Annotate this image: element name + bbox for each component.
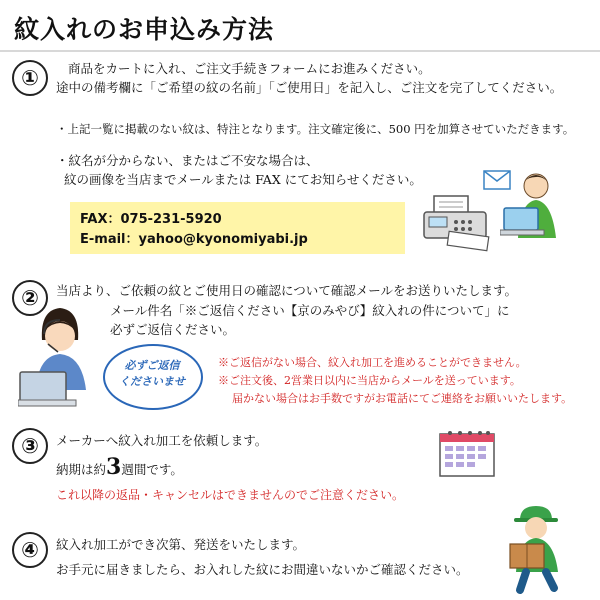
fax-machine-icon [420, 190, 502, 252]
title-divider [0, 50, 600, 52]
step-2-line-1: 当店より、ご依頼の紋とご使用日の確認について確認メールをお送りいたします。 [56, 283, 518, 298]
lead-time-prefix: 納期は約 [56, 462, 107, 477]
step-1-note-1: ・上記一覧に掲載のない紋は、特注となります。注文確定後に、500 円を加算させていただきます。 [56, 122, 575, 136]
calendar-icon [438, 428, 498, 480]
step-1-note-2a: ・紋名が分からない、またはご不安な場合は、 [56, 153, 319, 168]
lead-time-number: 3 [106, 454, 122, 480]
step-3-line-2 [56, 454, 183, 480]
step-4-number: ④ [12, 532, 48, 568]
step-1-number: ① [12, 60, 48, 96]
step-2-warning-3: 届かない場合はお手数ですがお電話にてご連絡をお願いいたします。 [232, 392, 573, 405]
lead-time-suffix: 週間です。 [121, 462, 183, 477]
page-title: 紋入れのお申込み方法 [14, 15, 275, 44]
bubble-line-2: くださいませ [119, 375, 185, 388]
step-1-note-2b: 紋の画像を当店までメールまたは FAX にてお知らせください。 [64, 172, 422, 187]
man-with-laptop-icon [500, 168, 566, 240]
step-3-warning: これ以降の返品・キャンセルはできませんのでご注意ください。 [56, 488, 405, 502]
step-3-number: ③ [12, 428, 48, 464]
delivery-man-icon [500, 502, 572, 596]
step-4-line-2: お手元に届きましたら、お入れした紋にお間違いないかご確認ください。 [56, 562, 469, 577]
fax-number: FAX：075-231-5920 [80, 212, 222, 227]
step-1-line-2: 途中の備考欄に「ご希望の紋の名前」「ご使用日」を記入し、ご注文を完了してください。 [56, 80, 563, 95]
support-woman-icon [18, 300, 102, 408]
step-2-line-3: 必ずご返信ください。 [110, 322, 236, 337]
step-2-warning-2: ※ご注文後、2営業日以内に当店からメールを送っています。 [218, 374, 521, 387]
step-4-line-1: 紋入れ加工ができ次第、発送をいたします。 [56, 537, 306, 552]
step-3-line-1: メーカーへ紋入れ加工を依頼します。 [56, 433, 268, 448]
step-1-line-1: 商品をカートに入れ、ご注文手続きフォームにお進みください。 [68, 61, 431, 76]
step-2-warning-1: ※ご返信がない場合、紋入れ加工を進めることができません。 [218, 356, 527, 369]
email-address: E-mail：yahoo@kyonomiyabi.jp [80, 232, 308, 247]
step-2-number: ② [12, 280, 48, 316]
bubble-line-1: 必ずご返信 [124, 359, 180, 372]
step-2-line-2: メール件名「※ご返信ください【京のみやび】紋入れの件について」に [110, 303, 510, 318]
